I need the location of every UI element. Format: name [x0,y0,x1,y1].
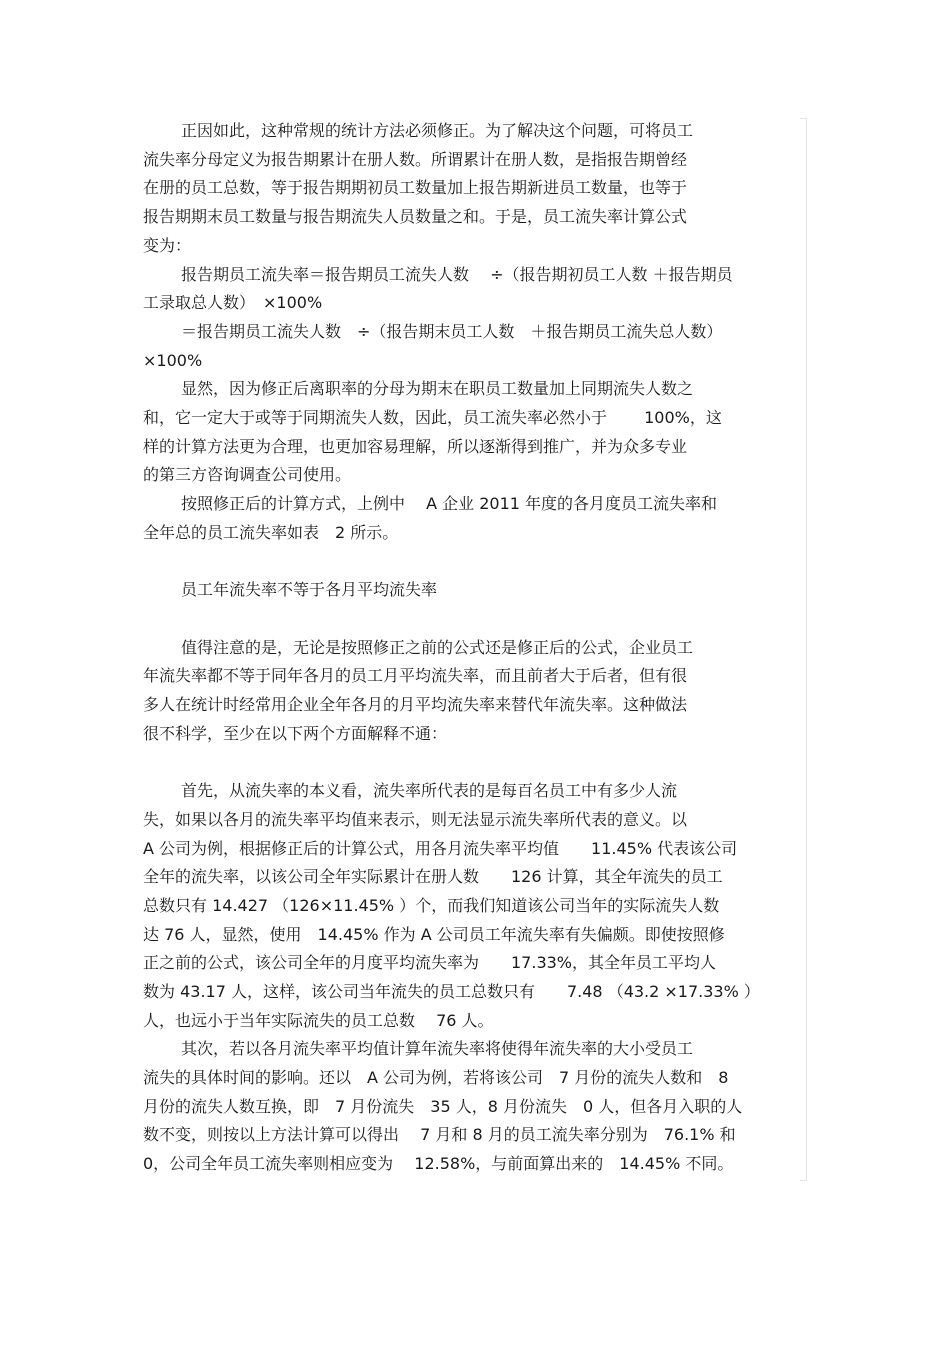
formula-line: 工录取总人数） ×100% [143,293,323,312]
section-heading: 员工年流失率不等于各月平均流失率 [181,580,438,599]
formula-line: ＝报告期员工流失人数 ÷（报告期末员工人数 ＋报告期员工流失总人数） [181,322,723,341]
text-line: 多人在统计时经常用企业全年各月的月平均流失率来替代年流失率。这种做法 [143,695,688,714]
text-line: 全年总的员工流失率如表 2 所示。 [143,523,399,542]
text-line: A 公司为例，根据修正后的计算公式，用各月流失率平均值 11.45% 代表该公司 [143,839,738,858]
text-line: 0，公司全年员工流失率则相应变为 12.58%，与前面算出来的 14.45% 不同。 [143,1154,734,1173]
text-line: 的第三方咨询调查公司使用。 [143,465,352,484]
text-line: 正因如此，这种常规的统计方法必须修正。为了解决这个问题，可将员工 [181,121,694,140]
formula-line: 报告期员工流失率＝报告期员工流失人数 ÷（报告期初员工人数 ＋报告期员 [181,265,733,284]
text-line: 变为： [143,236,192,255]
text-line: 很不科学，至少在以下两个方面解释不通： [143,724,448,743]
text-line: 数为 43.17 人，这样，该公司当年流失的员工总数只有 7.48 （43.2 ×17.33% ） [143,982,760,1001]
text-line: 达 76 人，显然，使用 14.45% 作为 A 公司员工年流失率有失偏颇。即使按照修 [143,925,725,944]
text-line: 总数只有 14.427 （126×11.45% ）个，而我们知道该公司当年的实际流失人数 [143,896,720,915]
document-page [143,118,807,1180]
page-bottom-tick [800,1180,807,1181]
formula-line: ×100% [143,351,203,370]
text-line: 在册的员工总数，等于报告期期初员工数量加上报告期新进员工数量，也等于 [143,178,688,197]
text-line: 年流失率都不等于同年各月的员工月平均流失率，而且前者大于后者，但有很 [143,666,688,685]
text-line: 人，也远小于当年实际流失的员工总数 76 人。 [143,1011,494,1030]
text-line: 全年的流失率，以该公司全年实际累计在册人数 126 计算，其全年流失的员工 [143,867,723,886]
text-line: 值得注意的是，无论是按照修正之前的公式还是修正后的公式，企业员工 [181,638,694,657]
text-line: 正之前的公式，该公司全年的月度平均流失率为 17.33%，其全年员工平均人 [143,953,717,972]
text-line: 首先，从流失率的本义看，流失率所代表的是每百名员工中有多少人流 [181,781,678,800]
text-line: 显然，因为修正后离职率的分母为期末在职员工数量加上同期流失人数之 [181,379,694,398]
text-line: 其次，若以各月流失率平均值计算年流失率将使得年流失率的大小受员工 [181,1039,694,1058]
text-line: 和，它一定大于或等于同期流失人数，因此，员工流失率必然小于 100%，这 [143,408,722,427]
text-line: 按照修正后的计算方式，上例中 A 企业 2011 年度的各月度员工流失率和 [181,494,718,513]
text-line: 月份的流失人数互换，即 7 月份流失 35 人，8 月份流失 0 人，但各月入职的人 [143,1097,743,1116]
text-line: 失，如果以各月的流失率平均值来表示，则无法显示流失率所代表的意义。以 [143,810,688,829]
text-line: 流失率分母定义为报告期累计在册人数。所谓累计在册人数，是指报告期曾经 [143,150,688,169]
text-line: 流失的具体时间的影响。还以 A 公司为例，若将该公司 7 月份的流失人数和 8 [143,1068,729,1087]
text-line: 报告期期末员工数量与报告期流失人员数量之和。于是，员工流失率计算公式 [143,207,688,226]
text-line: 样的计算方法更为合理，也更加容易理解，所以逐渐得到推广，并为众多专业 [143,437,688,456]
text-line: 数不变，则按以上方法计算可以得出 7 月和 8 月的员工流失率分别为 76.1% 和 [143,1125,736,1144]
